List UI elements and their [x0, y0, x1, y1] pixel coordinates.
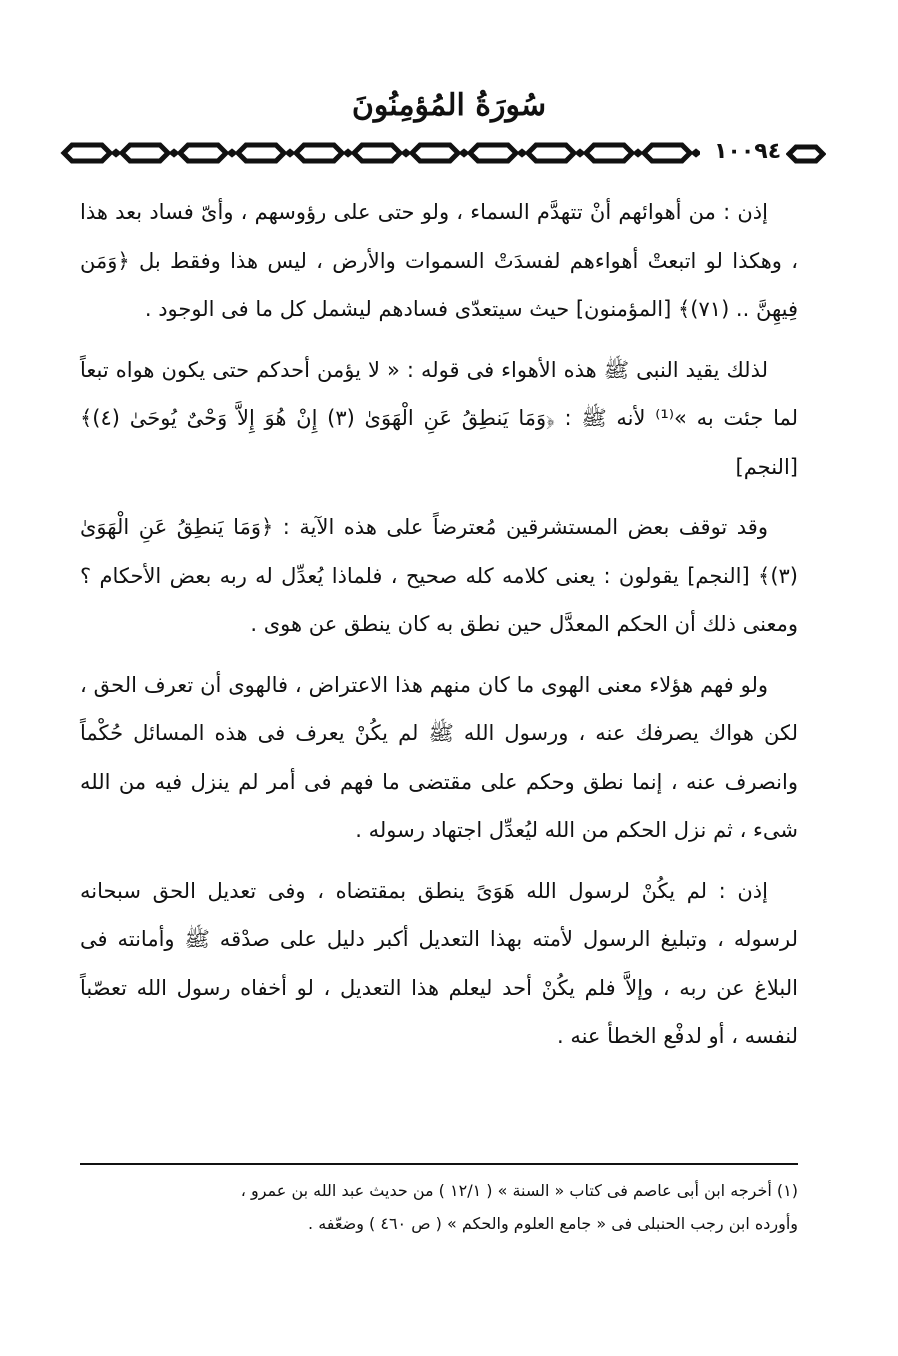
end-ornament-icon	[786, 144, 826, 164]
surah-title: سُورَةُ المُؤمِنُونَ	[351, 88, 547, 123]
footnote-divider	[80, 1163, 798, 1165]
footnotes	[80, 1174, 798, 1240]
paragraph-5: إذن : لم يكُنْ لرسول الله هَوَىً ينطق بمقتضاه ، وفى تعديل الحق سبحانه لرسوله ، وتبليغ الرسول لأمته بهذا التعديل أكبر دليل على صدْقه ﷺ وأمانته فى البلاغ عن ربه ، وإلاَّ فلم يكُنْ أحد ليعلم هذا التعديل ، لو أخفاه رسول الله تعصّباً لنفسه ، أو لدفْع الخطأ عنه .	[80, 878, 798, 1048]
footnote-line-1: (١) أخرجه ابن أبى عاصم فى كتاب « السنة » ( ١٢/١ ) من حديث عبد الله بن عمرو ،	[240, 1181, 798, 1200]
paragraph-2: لذلك يقيد النبى ﷺ هذه الأهواء فى قوله : « لا يؤمن أحدكم حتى يكون هواه تبعاً لما جئت به »⁽¹⁾ لأنه ﷺ : ﴿وَمَا يَنطِقُ عَنِ الْهَوَىٰ (٣) إِنْ هُوَ إِلاَّ وَحْىٌ يُوحَىٰ (٤)﴾ [النجم]	[80, 357, 799, 479]
footnote-line-2: وأورده ابن رجب الحنبلى فى « جامع العلوم والحكم » ( ص ٤٦٠ ) وضعّفه .	[308, 1214, 798, 1233]
paragraph-1: إذن : من أهوائهم أنْ تتهدَّم السماء ، ولو حتى على رؤوسهم ، وأىّ فساد بعد هذا ، وهكذا لو اتبعتْ أهواءهم لفسدَتْ السموات والأرض ، ليس هذا وفقط بل ﴿وَمَن فِيهِنَّ .. (٧١)﴾ [المؤمنون] حيث سيتعدّى فسادهم ليشمل كل ما فى الوجود .	[80, 200, 798, 321]
page-number: ١٠٠٩٤	[714, 139, 782, 164]
paragraph-3: وقد توقف بعض المستشرقين مُعترضاً على هذه الآية : ﴿وَمَا يَنطِقُ عَنِ الْهَوَىٰ (٣)﴾ [النجم] يقولون : يعنى كلامه كله صحيح ، فلماذا يُعدِّل له ربه بعض الأحكام ؟ ومعنى ذلك أن الحكم المعدَّل حين نطق به كان ينطق عن هوى .	[80, 515, 798, 636]
decorative-border-ornament	[60, 140, 700, 166]
main-text	[80, 188, 798, 1073]
paragraph-4: ولو فهم هؤلاء معنى الهوى ما كان منهم هذا الاعتراض ، فالهوى أن تعرف الحق ، لكن هواك يصرفك عنه ، ورسول الله ﷺ لم يكُنْ يعرف فى هذه المسائل حُكْماً وانصرف عنه ، إنما نطق وحكم على مقتضى ما فهم فى أمر لم ينزل فيه من الله شىء ، ثم نزل الحكم من الله ليُعدِّل اجتهاد رسوله .	[80, 672, 798, 842]
